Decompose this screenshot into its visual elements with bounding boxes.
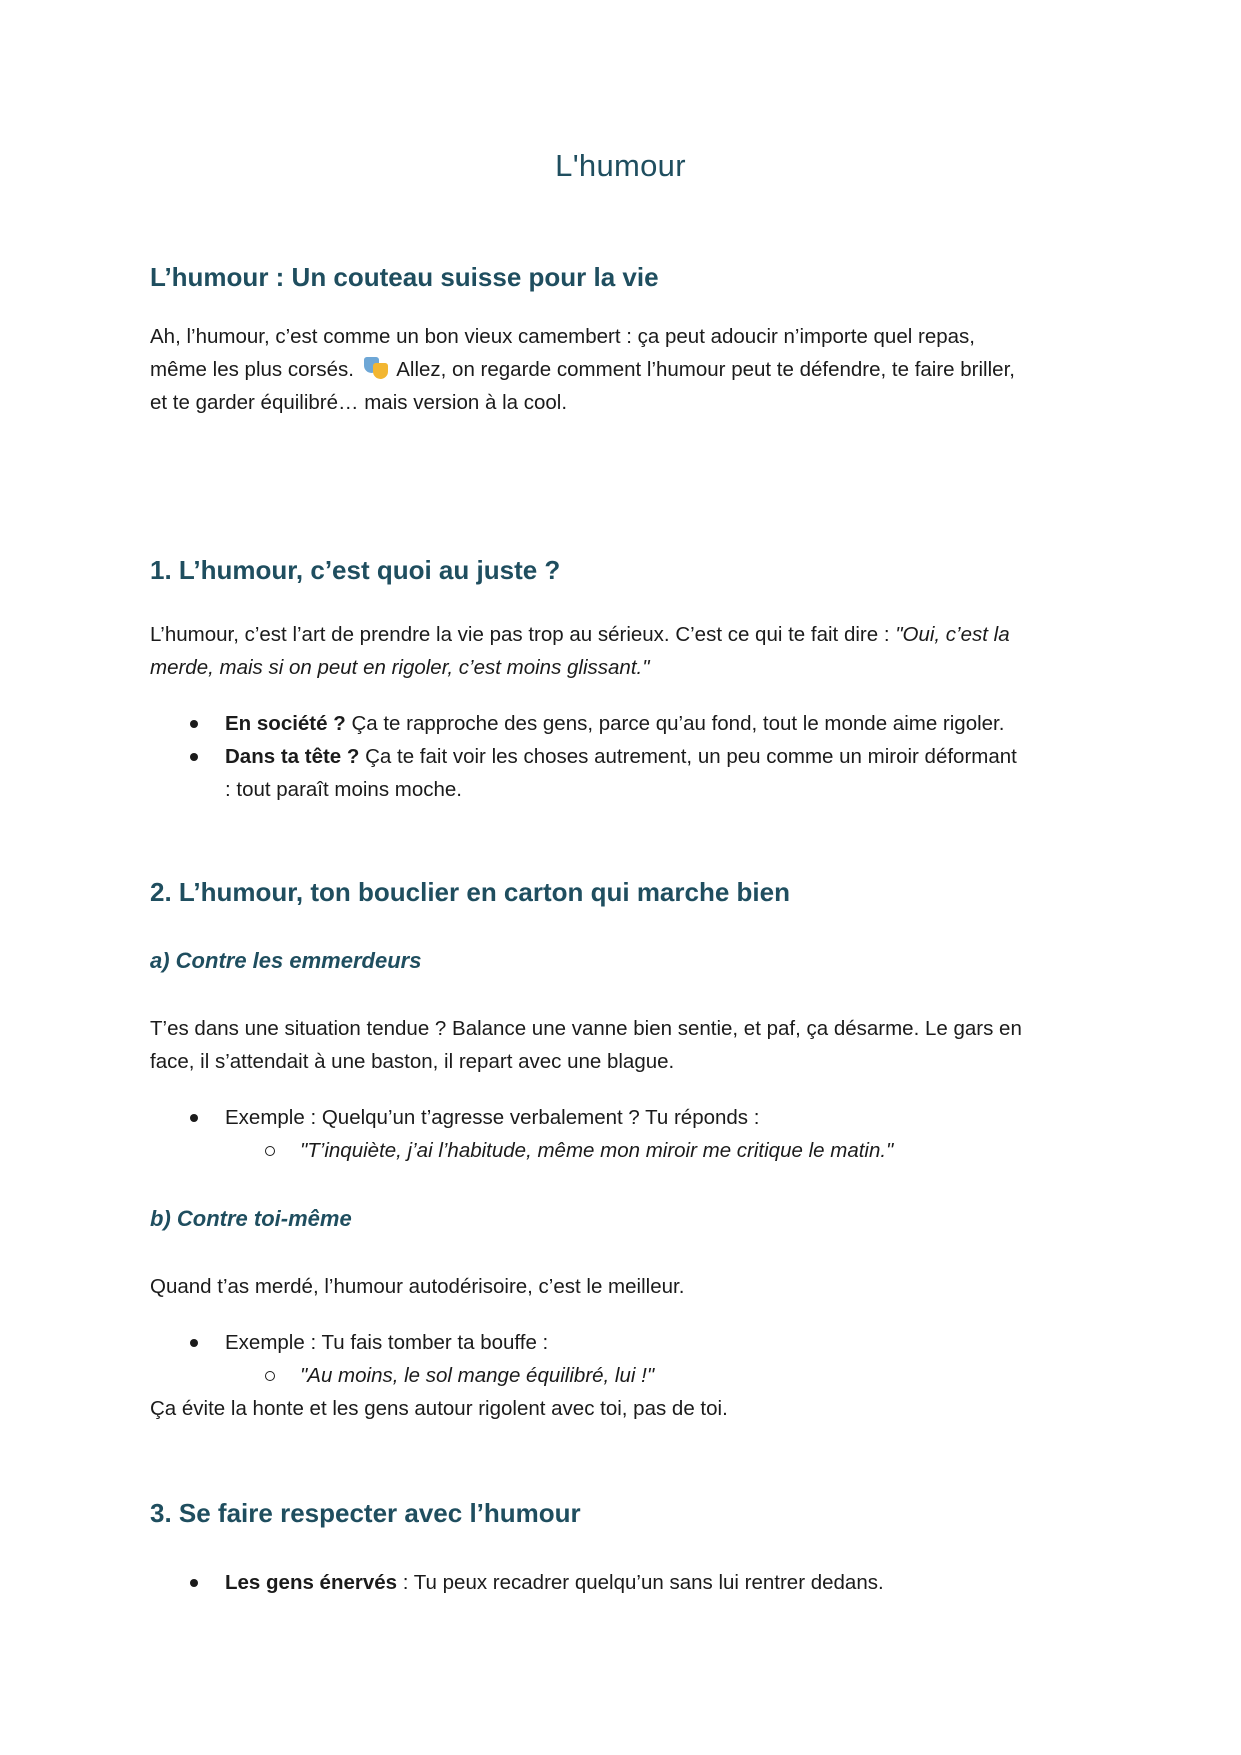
section-1-text: L’humour, c’est l’art de prendre la vie pas trop au sérieux. C’est ce qui te fait dire : (150, 623, 896, 646)
bullet-icon (190, 1339, 198, 1347)
section-1-paragraph (150, 618, 1100, 684)
bullet-icon (190, 753, 198, 761)
section-3-heading: 3. Se faire respecter avec l’humour (150, 1498, 581, 1528)
sub-bullet-quote: "Au moins, le sol mange équilibré, lui !" (300, 1364, 655, 1387)
bullet-bold-label: En société ? (225, 712, 346, 735)
section-1-quote-part-1: "Oui, c’est la (895, 623, 1010, 646)
bullet-text: : Tu peux recadrer quelqu’un sans lui rentrer dedans. (397, 1571, 884, 1594)
intro-line-2b: Allez, on regarde comment l’humour peut te défendre, te faire briller, (396, 358, 1015, 381)
performing-arts-icon (364, 357, 388, 379)
section-2-heading: 2. L’humour, ton bouclier en carton qui marche bien (150, 877, 790, 907)
circle-bullet-icon (265, 1371, 275, 1381)
section-2b-paragraph: Quand t’as merdé, l’humour autodérisoire, c’est le meilleur. (150, 1275, 685, 1298)
sub-bullet-quote: "T’inquiète, j’ai l’habitude, même mon miroir me critique le matin." (300, 1139, 894, 1162)
section-2a-line-2: face, il s’attendait à une baston, il repart avec une blague. (150, 1050, 675, 1073)
bullet-text: Ça te rapproche des gens, parce qu’au fond, tout le monde aime rigoler. (345, 712, 1005, 735)
section-1-quote-part-2: merde, mais si on peut en rigoler, c’est moins glissant." (150, 656, 650, 679)
section-1-heading: 1. L’humour, c’est quoi au juste ? (150, 555, 561, 585)
bullet-text: Ça te fait voir les choses autrement, un peu comme un miroir déformant (359, 745, 1017, 768)
section-2a-line-1: T’es dans une situation tendue ? Balance une vanne bien sentie, et paf, ça désarme. Le gars en (150, 1017, 1022, 1040)
bullet-bold-label: Dans ta tête ? (225, 745, 360, 768)
intro-line-1: Ah, l’humour, c’est comme un bon vieux camembert : ça peut adoucir n’importe quel repas, (150, 325, 975, 348)
intro-heading: L’humour : Un couteau suisse pour la vie (150, 262, 659, 292)
bullet-text: Exemple : Quelqu’un t’agresse verbalement ? Tu réponds : (225, 1106, 760, 1129)
section-2b-conclusion: Ça évite la honte et les gens autour rigolent avec toi, pas de toi. (150, 1397, 728, 1420)
intro-line-2a: même les plus corsés. (150, 358, 354, 381)
bullet-bold-label: Les gens énervés (225, 1571, 398, 1594)
bullet-icon (190, 1114, 198, 1122)
bullet-icon (190, 720, 198, 728)
bullet-icon (190, 1579, 198, 1587)
document-title: L'humour (555, 148, 686, 183)
intro-paragraph (150, 320, 1100, 419)
section-2b-heading: b) Contre toi-même (150, 1206, 352, 1231)
intro-line-3: et te garder équilibré… mais version à la cool. (150, 391, 568, 414)
section-2a-paragraph (150, 1012, 1100, 1078)
circle-bullet-icon (265, 1146, 275, 1156)
bullet-text: Exemple : Tu fais tomber ta bouffe : (225, 1331, 549, 1354)
section-2a-heading: a) Contre les emmerdeurs (150, 948, 422, 973)
bullet-text-continued: : tout paraît moins moche. (225, 778, 463, 801)
